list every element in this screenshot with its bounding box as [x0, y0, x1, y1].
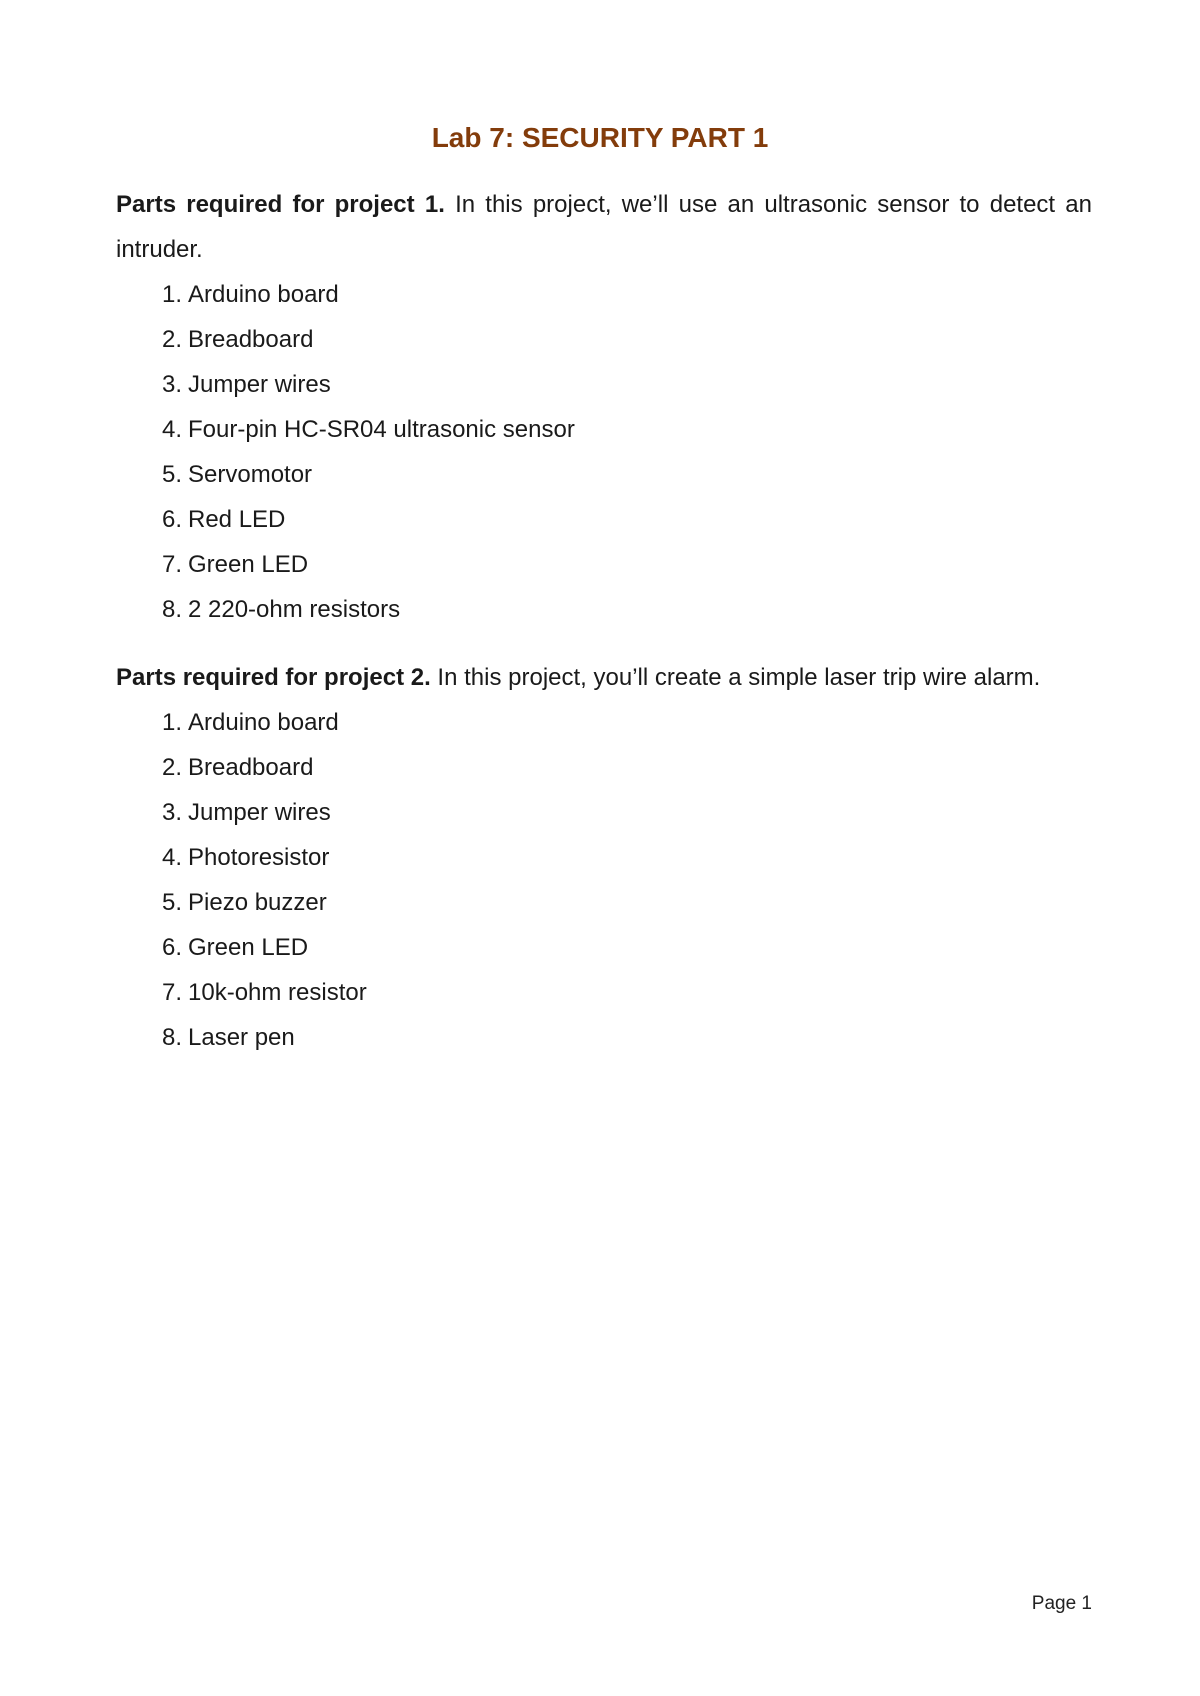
list-text: Red LED: [188, 506, 286, 533]
list-item: [116, 452, 1092, 497]
list-number: 5.: [161, 889, 182, 916]
list-text: Laser pen: [188, 1024, 295, 1051]
list-item: [116, 880, 1092, 925]
list-text: Photoresistor: [188, 844, 330, 871]
list-text: Arduino board: [188, 281, 339, 308]
list-text: 10k-ohm resistor: [188, 979, 367, 1006]
list-item: [116, 790, 1092, 835]
project-2-section: [116, 655, 1092, 1060]
list-text: Four-pin HC-SR04 ultrasonic sensor: [188, 416, 575, 443]
list-item: [116, 407, 1092, 452]
list-text: Green LED: [188, 934, 309, 961]
list-number: 8.: [161, 596, 182, 623]
list-text: Servomotor: [188, 461, 313, 488]
list-item: [116, 542, 1092, 587]
list-text: Green LED: [188, 551, 309, 578]
project-2-heading: Parts required for project 2.: [116, 664, 431, 691]
list-number: 3.: [161, 371, 182, 398]
list-number: 2.: [161, 326, 182, 353]
list-text: Piezo buzzer: [188, 889, 327, 916]
list-number: 4.: [161, 416, 182, 443]
project-2-parts-list: [116, 700, 1092, 1060]
list-item: [116, 1015, 1092, 1060]
list-item: [116, 700, 1092, 745]
list-number: 8.: [161, 1024, 182, 1051]
list-text: Breadboard: [188, 326, 314, 353]
list-item: [116, 272, 1092, 317]
list-number: 4.: [161, 844, 182, 871]
list-item: [116, 362, 1092, 407]
list-item: [116, 835, 1092, 880]
list-number: 1.: [161, 281, 182, 308]
list-number: 7.: [161, 979, 182, 1006]
list-item: [116, 925, 1092, 970]
list-item: [116, 587, 1092, 632]
list-number: 1.: [161, 709, 182, 736]
project-1-description: In this project, we’ll use an ultrasonic sensor to detect an intruder.: [116, 191, 1092, 263]
list-text: Arduino board: [188, 709, 339, 736]
project-1-section: [116, 182, 1092, 632]
list-number: 6.: [161, 934, 182, 961]
project-2-intro: [116, 655, 1092, 700]
list-text: Jumper wires: [188, 799, 331, 826]
list-number: 3.: [161, 799, 182, 826]
list-text: 2 220-ohm resistors: [188, 596, 401, 623]
list-item: [116, 745, 1092, 790]
project-1-intro: [116, 182, 1092, 272]
project-1-parts-list: [116, 272, 1092, 632]
list-text: Jumper wires: [188, 371, 331, 398]
project-1-heading: Parts required for project 1.: [116, 191, 445, 218]
list-text: Breadboard: [188, 754, 314, 781]
list-number: 7.: [161, 551, 182, 578]
list-number: 5.: [161, 461, 182, 488]
list-item: [116, 317, 1092, 362]
list-item: [116, 497, 1092, 542]
list-item: [116, 970, 1092, 1015]
project-2-description: In this project, you’ll create a simple laser trip wire alarm.: [430, 664, 1041, 691]
list-number: 6.: [161, 506, 182, 533]
page-title: Lab 7: SECURITY PART 1: [431, 122, 769, 153]
list-number: 2.: [161, 754, 182, 781]
page-number: Page 1: [1031, 1593, 1092, 1614]
